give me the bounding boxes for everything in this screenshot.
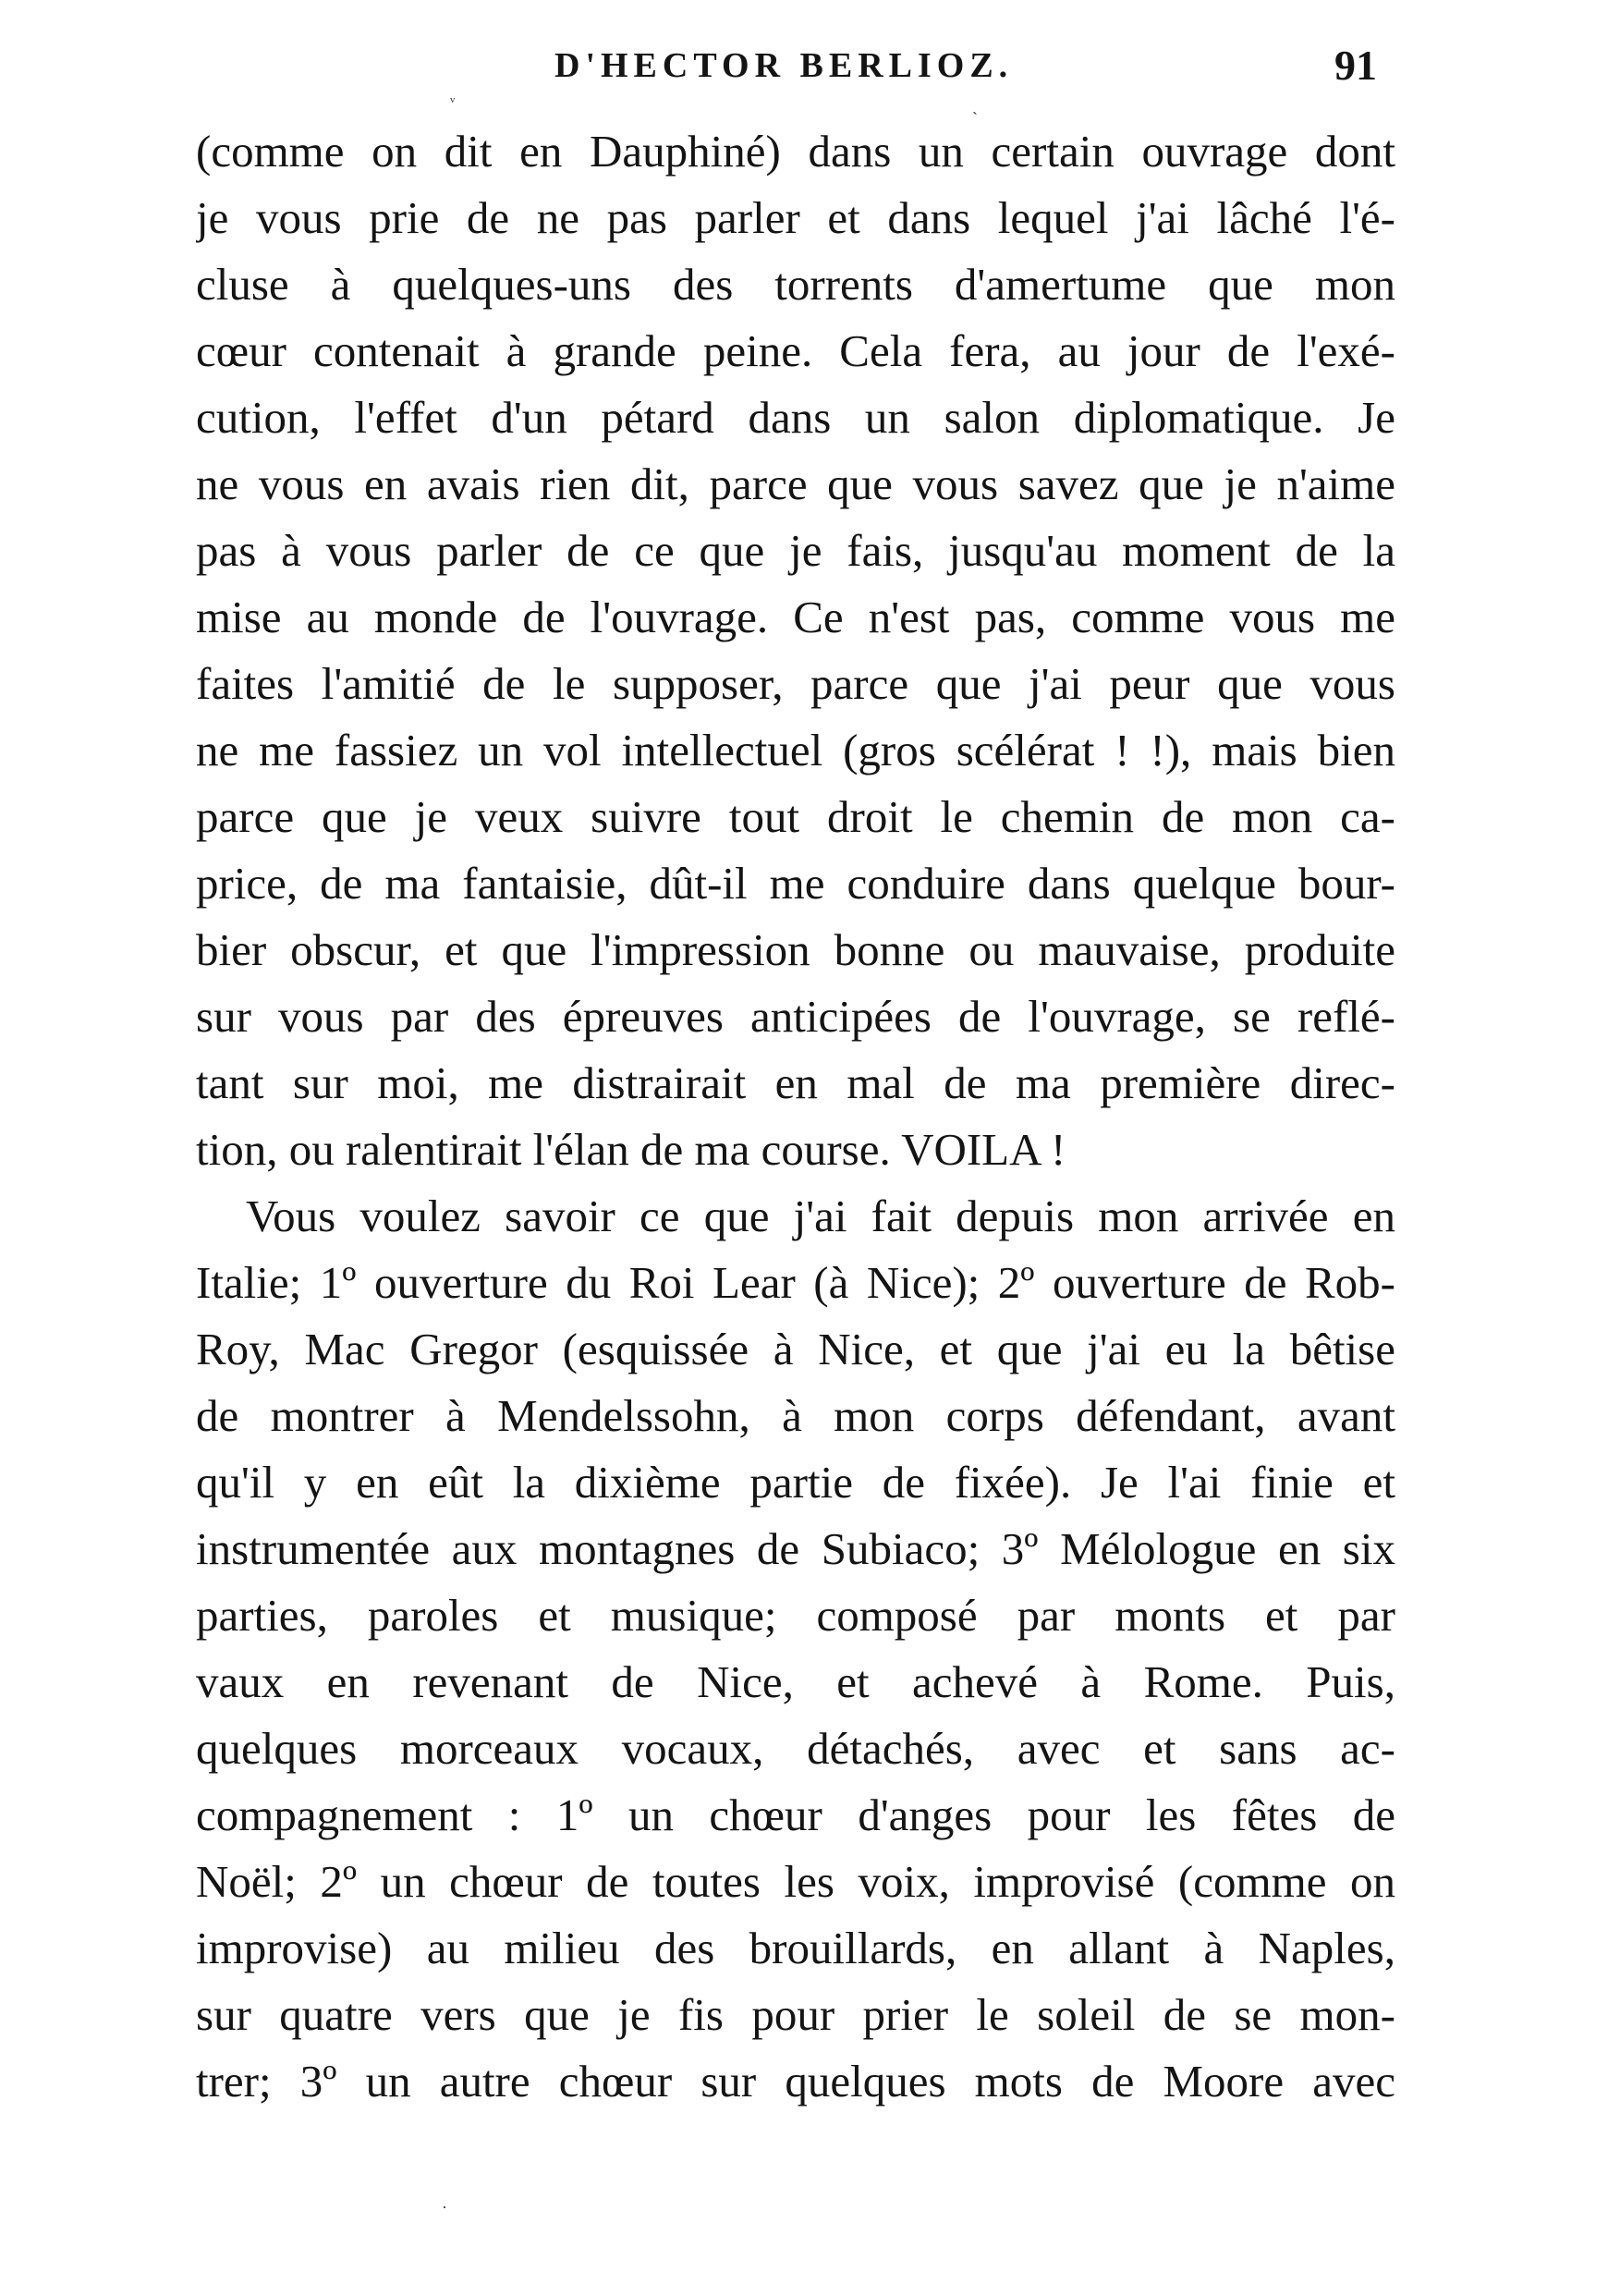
text-line: mise au monde de l'ouvrage. Ce n'est pas, comme vous me xyxy=(196,592,1395,642)
text-line: (comme on dit en Dauphiné) dans un certain ouvrage dont xyxy=(196,126,1395,177)
page-number: 91 xyxy=(1334,42,1377,89)
text-line: Italie; 1º ouverture du Roi Lear (à Nice); 2º ouverture de Rob- xyxy=(196,1257,1395,1308)
text-line: sur vous par des épreuves anticipées de l'ouvrage, se reflé- xyxy=(196,991,1395,1042)
text-line: faites l'amitié de le supposer, parce que j'ai peur que vous xyxy=(196,658,1395,709)
print-speck: · xyxy=(442,2198,447,2217)
text-line: improvise) au milieu des brouillards, en allant à Naples, xyxy=(196,1923,1395,1973)
text-line: de montrer à Mendelssohn, à mon corps défendant, avant xyxy=(196,1390,1395,1441)
text-line: pas à vous parler de ce que je fais, jusqu'au moment de la xyxy=(196,525,1395,576)
running-title: D'HECTOR BERLIOZ. xyxy=(554,46,1014,85)
text-line: price, de ma fantaisie, dût-il me conduire dans quelque bour- xyxy=(196,858,1395,909)
text-line: parce que je veux suivre tout droit le chemin de mon ca- xyxy=(196,791,1395,842)
text-line: instrumentée aux montagnes de Subiaco; 3º Mélologue en six xyxy=(196,1523,1395,1574)
text-line: qu'il y en eût la dixième partie de fixée). Je l'ai finie et xyxy=(196,1457,1395,1508)
text-line: cution, l'effet d'un pétard dans un salon diplomatique. Je xyxy=(196,392,1395,443)
print-speck: ˎ xyxy=(972,96,978,115)
body-text xyxy=(196,118,1395,2115)
paragraph-start-line: Vous voulez savoir ce que j'ai fait depuis mon arrivée en xyxy=(246,1191,1395,1241)
text-line: vaux en revenant de Nice, et achevé à Rome. Puis, xyxy=(196,1656,1395,1707)
text-line: parties, paroles et musique; composé par monts et par xyxy=(196,1590,1395,1641)
text-line: je vous prie de ne pas parler et dans lequel j'ai lâché l'é- xyxy=(196,192,1395,243)
text-line: bier obscur, et que l'impression bonne ou mauvaise, produite xyxy=(196,924,1395,975)
print-speck: ᵛ xyxy=(450,92,456,111)
text-line: ne me fassiez un vol intellectuel (gros scélérat ! !), mais bien xyxy=(196,725,1395,776)
text-line: quelques morceaux vocaux, détachés, avec et sans ac- xyxy=(196,1723,1395,1774)
text-line: compagnement : 1º un chœur d'anges pour les fêtes de xyxy=(196,1789,1395,1840)
text-line: cluse à quelques-uns des torrents d'amertume que mon xyxy=(196,259,1395,310)
page-header xyxy=(554,33,1377,98)
text-line: Roy, Mac Gregor (esquissée à Nice, et que j'ai eu la bêtise xyxy=(196,1324,1395,1374)
text-line: tant sur moi, me distrairait en mal de ma première direc- xyxy=(196,1057,1395,1108)
paragraph-end-line: tion, ou ralentirait l'élan de ma course. VOILA ! xyxy=(196,1124,1066,1175)
text-line: sur quatre vers que je fis pour prier le soleil de se mon- xyxy=(196,1989,1395,2040)
text-line: cœur contenait à grande peine. Cela fera, au jour de l'exé- xyxy=(196,325,1395,376)
text-line: trer; 3º un autre chœur sur quelques mots de Moore avec xyxy=(196,2056,1395,2107)
text-line: ne vous en avais rien dit, parce que vous savez que je n'aime xyxy=(196,458,1395,509)
text-line: Noël; 2º un chœur de toutes les voix, improvisé (comme on xyxy=(196,1856,1395,1907)
